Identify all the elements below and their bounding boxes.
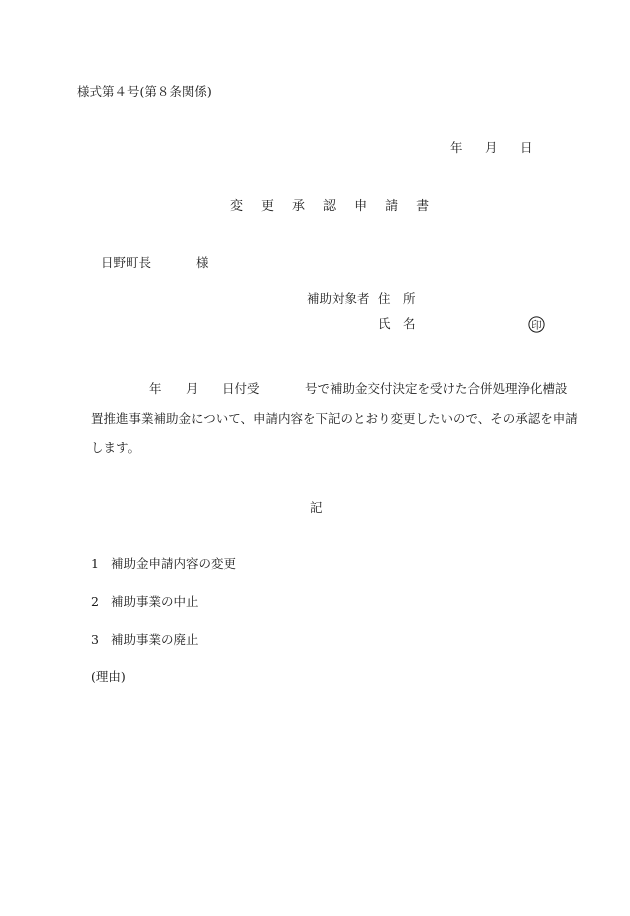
list-item <box>91 558 236 571</box>
title-char: 認 <box>323 199 337 214</box>
title-char: 承 <box>292 199 306 214</box>
addressee-name: 日野町長 <box>101 255 152 270</box>
date-year: 年 <box>450 140 463 155</box>
item-number: 3 <box>91 632 99 647</box>
item-text: 補助事業の中止 <box>110 594 199 609</box>
document-title <box>230 200 429 213</box>
ki-heading: 記 <box>310 500 323 515</box>
body-line1: 号で補助金交付決定を受けた合併処理浄化槽設 <box>305 381 568 396</box>
item-text: 補助金申請内容の変更 <box>110 556 236 571</box>
title-char: 変 <box>230 199 244 214</box>
reason-label: (理由) <box>91 669 126 684</box>
form-number: 様式第４号(第８条関係) <box>77 84 212 99</box>
title-char: 書 <box>416 199 430 214</box>
title-char: 請 <box>385 199 399 214</box>
svg-text:印: 印 <box>531 319 542 332</box>
body-line3: します。 <box>91 440 141 455</box>
body-line2: 置推進事業補助金について、申請内容を下記のとおり変更したいので、その承認を申請 <box>91 411 578 426</box>
address-label: 住 所 <box>378 291 416 306</box>
seal-mark-icon <box>528 316 545 333</box>
name-label: 氏 名 <box>378 316 416 331</box>
item-number: 2 <box>91 594 99 609</box>
body-month: 月 <box>186 381 199 396</box>
applicant-role-label: 補助対象者 <box>307 291 370 306</box>
addressee-honorific: 様 <box>196 255 209 270</box>
item-text: 補助事業の廃止 <box>110 632 199 647</box>
date-month: 月 <box>485 140 498 155</box>
title-char: 申 <box>354 199 368 214</box>
list-item <box>91 596 198 609</box>
date-day: 日 <box>520 140 533 155</box>
list-item <box>91 634 198 647</box>
body-day-received: 日付受 <box>222 381 260 396</box>
title-char: 更 <box>261 199 275 214</box>
body-year: 年 <box>149 381 162 396</box>
item-number: 1 <box>91 556 99 571</box>
